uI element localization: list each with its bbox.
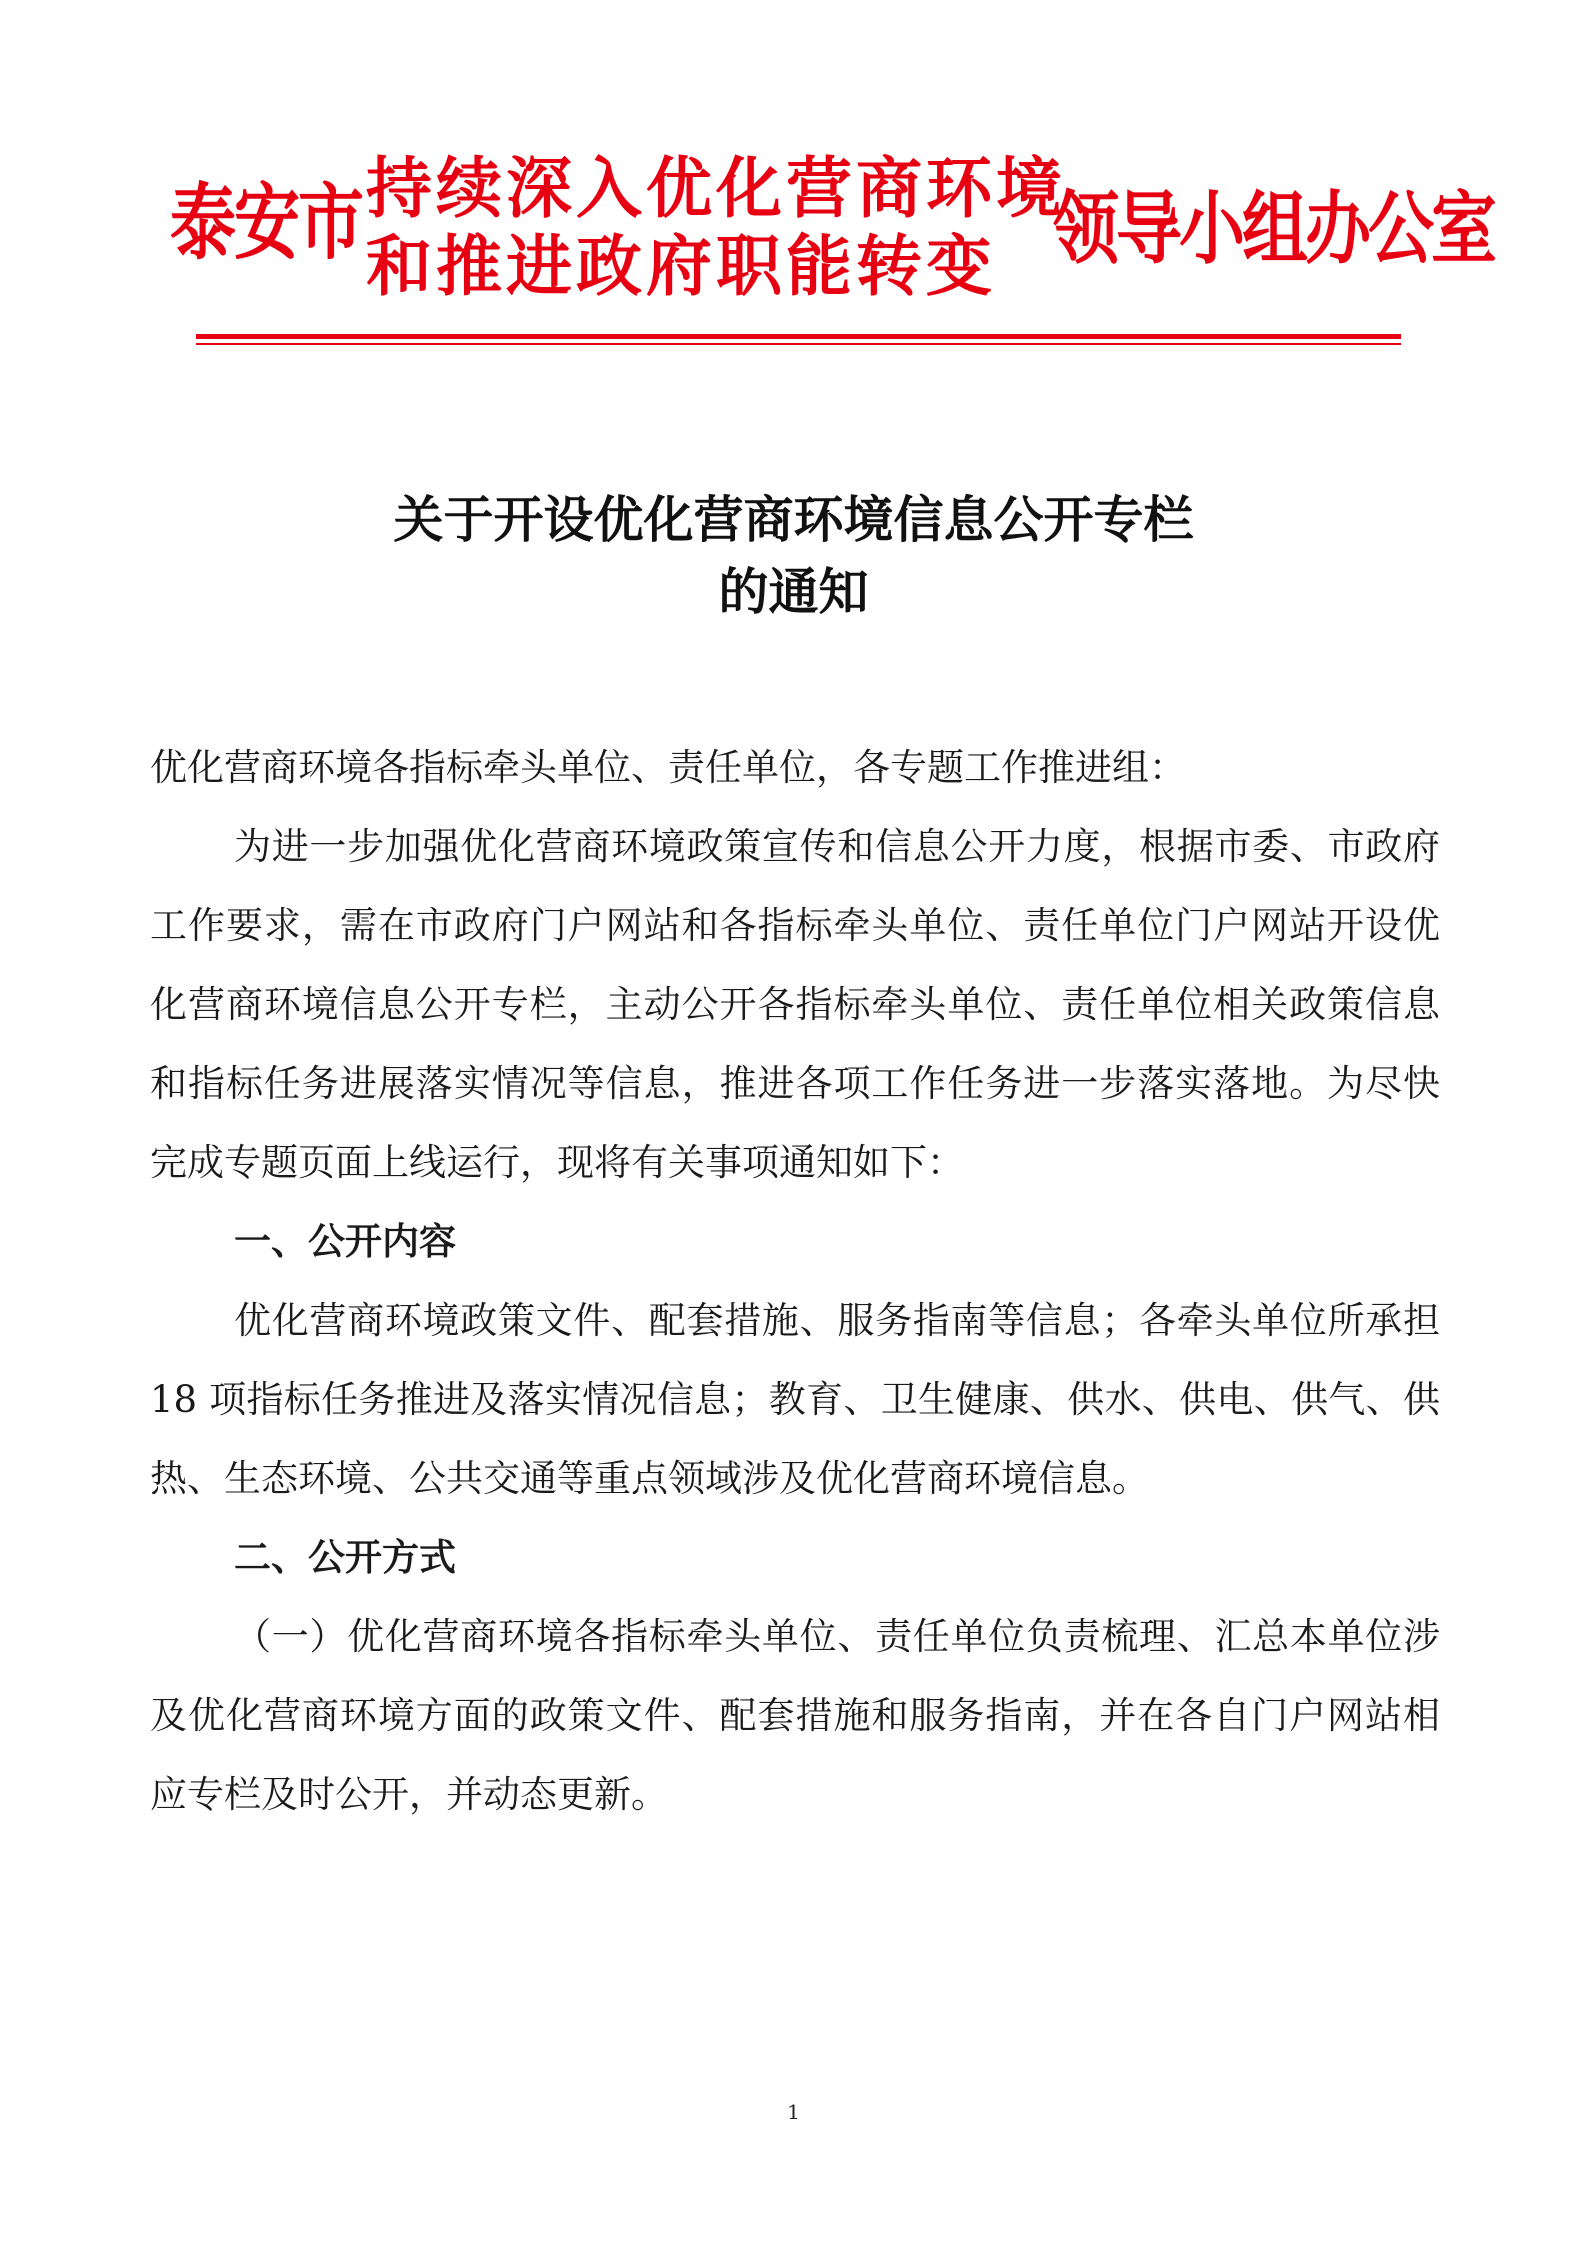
letterhead-city: 泰安市 <box>170 174 362 271</box>
letterhead-agency-name <box>366 150 1066 306</box>
letterhead-agency-line-2: 和推进政府职能转变 <box>366 228 996 305</box>
section-2-heading: 二、公开方式 <box>234 1536 456 1579</box>
document-body <box>150 728 1440 1834</box>
intro-paragraph: 为进一步加强优化营商环境政策宣传和信息公开力度，根据市委、市政府工作要求，需在市政府门户网站和各指标牵头单位、责任单位门户网站开设优化营商环境信息公开专栏，主动公开各指标牵头单位、责任单位相关政策信息和指标任务进展落实情况等信息，推进各项工作任务进一步落实落地。为尽快完成专题页面上线运行，现将有关事项通知如下： <box>150 825 1440 1184</box>
section-2-item-1: （一）优化营商环境各指标牵头单位、责任单位负责梳理、汇总本单位涉及优化营商环境方面的政策文件、配套措施和服务指南，并在各自门户网站相应专栏及时公开，并动态更新。 <box>150 1615 1440 1816</box>
letterhead-red-rule-thin <box>196 343 1401 345</box>
letterhead-office: 领导小组办公室 <box>1053 182 1494 276</box>
document-title <box>0 484 1587 628</box>
document-title-line-2: 的通知 <box>718 562 869 621</box>
section-1-heading: 一、公开内容 <box>234 1220 456 1263</box>
document-title-line-1: 关于开设优化营商环境信息公开专栏 <box>393 490 1194 549</box>
section-1-paragraph: 优化营商环境政策文件、配套措施、服务指南等信息；各牵头单位所承担 18 项指标任务推进及落实情况信息；教育、卫生健康、供水、供电、供气、供热、生态环境、公共交通等重点领域涉及优化营商环境信息。 <box>150 1299 1440 1500</box>
page-number: 1 <box>787 2100 800 2124</box>
letterhead <box>170 150 1494 320</box>
salutation: 优化营商环境各指标牵头单位、责任单位，各专题工作推进组： <box>150 746 1186 789</box>
letterhead-red-rule <box>196 334 1401 339</box>
letterhead-agency-line-1: 持续深入优化营商环境 <box>366 150 1066 227</box>
